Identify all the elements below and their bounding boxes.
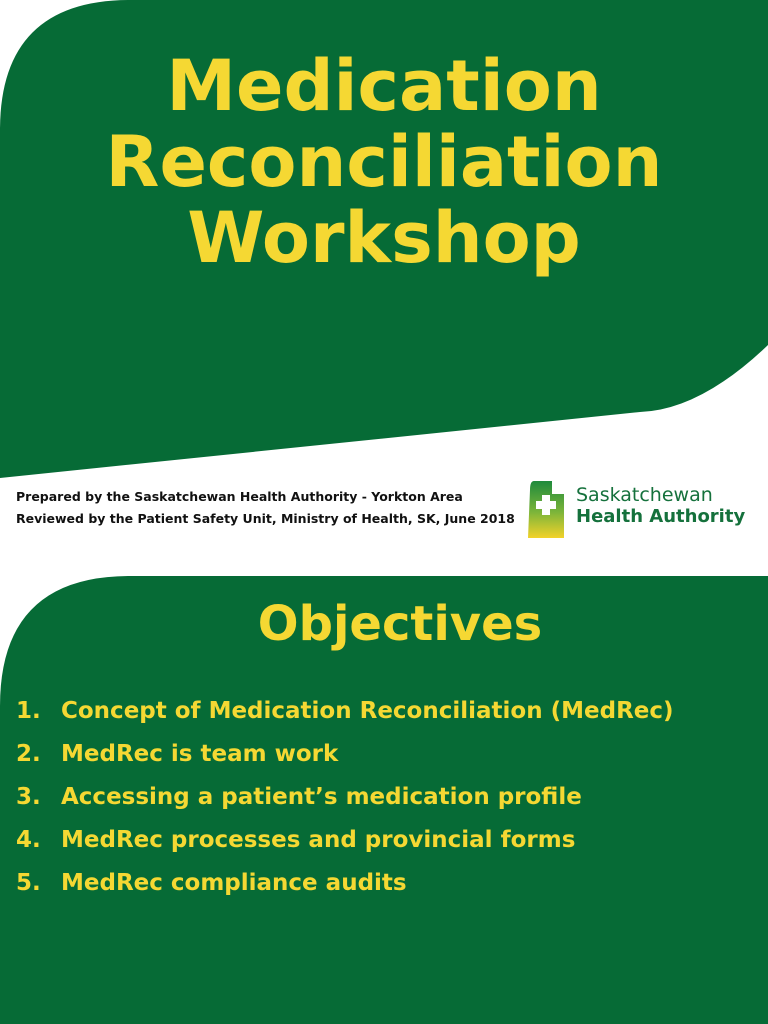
item-text: MedRec is team work: [61, 741, 339, 767]
prepared-by-text: Prepared by the Saskatchewan Health Authority - Yorkton Area: [16, 489, 463, 504]
item-text: MedRec compliance audits: [61, 870, 407, 896]
item-text: Concept of Medication Reconciliation (MedRec): [61, 698, 674, 724]
workshop-title: [0, 45, 768, 279]
sha-logo: [526, 478, 756, 542]
objectives-slide: [0, 576, 768, 1024]
list-item: [16, 819, 674, 862]
list-item: [16, 776, 674, 819]
title-line-1: Medication: [166, 45, 602, 127]
item-text: MedRec processes and provincial forms: [61, 827, 576, 853]
item-text: Accessing a patient’s medication profile: [61, 784, 582, 810]
list-item: [16, 862, 674, 905]
item-number: 3.: [16, 784, 41, 810]
item-number: 4.: [16, 827, 41, 853]
credits: [16, 486, 515, 530]
title-line-3: Workshop: [187, 197, 581, 279]
item-number: 5.: [16, 870, 41, 896]
list-item: [16, 690, 674, 733]
reviewed-by-text: Reviewed by the Patient Safety Unit, Ministry of Health, SK, June 2018: [16, 511, 515, 526]
objectives-list: [16, 690, 674, 905]
item-number: 2.: [16, 741, 41, 767]
sha-cross-icon: [526, 478, 568, 540]
logo-line-1: Saskatchewan: [576, 484, 713, 506]
objectives-title: Objectives: [257, 596, 543, 652]
logo-line-2: Health Authority: [576, 506, 746, 527]
logo-text: [576, 484, 745, 528]
title-line-2: Reconciliation: [105, 121, 663, 203]
item-number: 1.: [16, 698, 41, 724]
list-item: [16, 733, 674, 776]
